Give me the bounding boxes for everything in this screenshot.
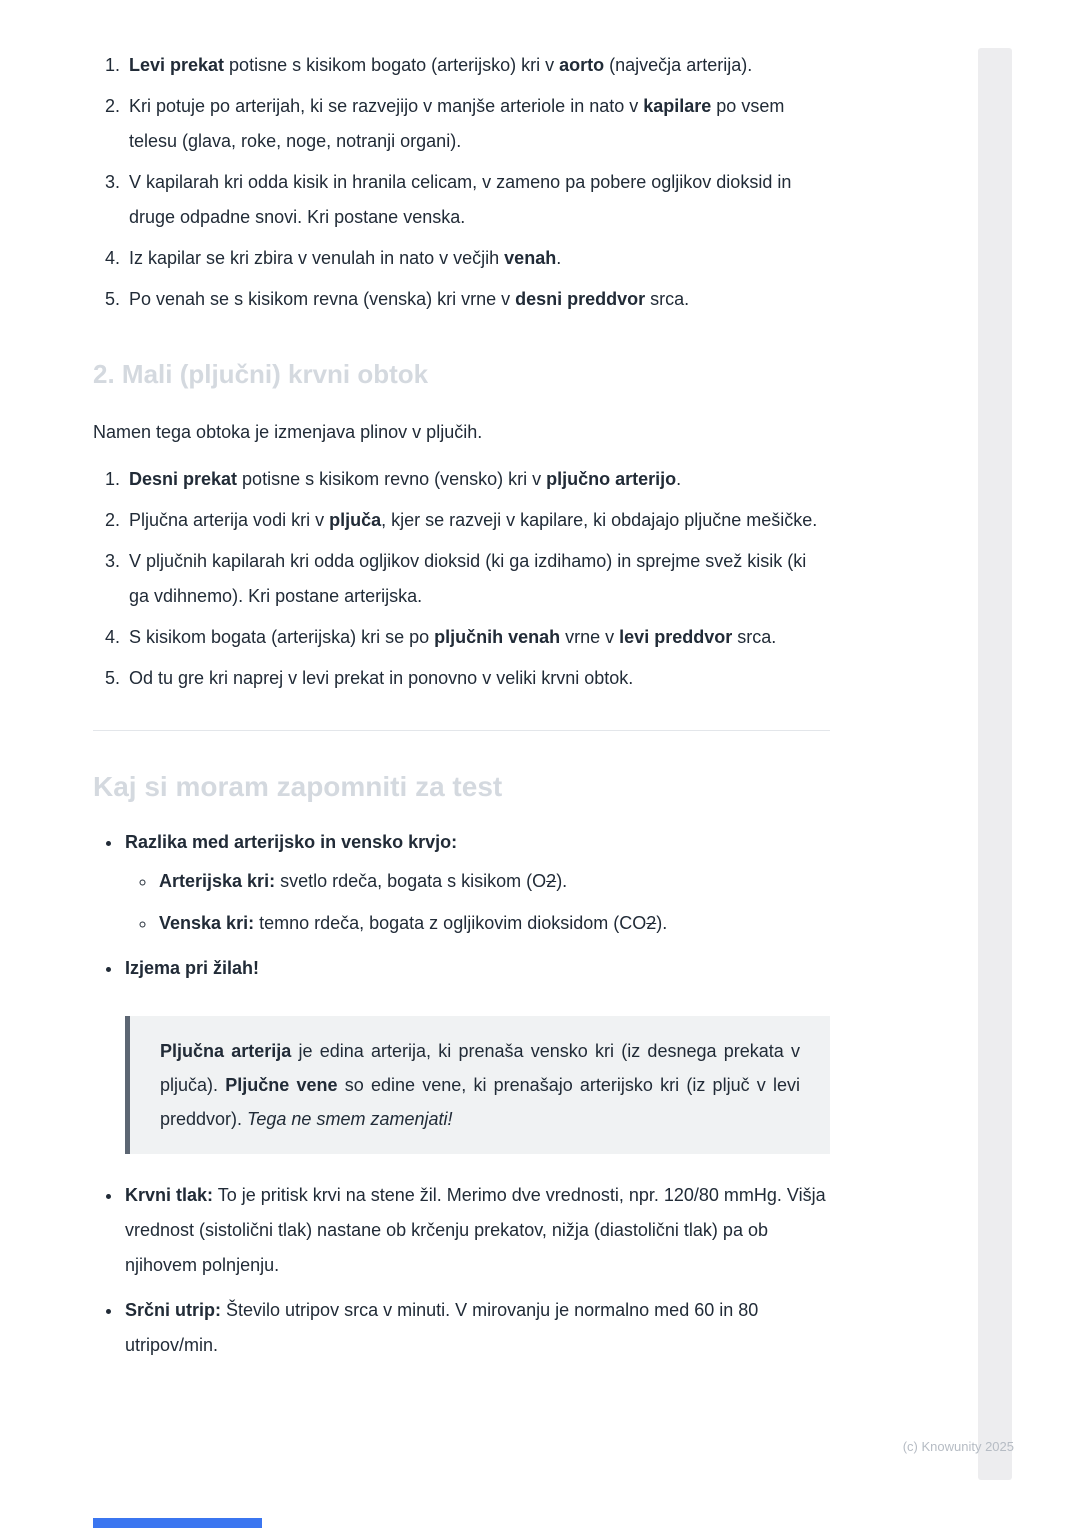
list-item xyxy=(125,544,830,614)
list-item-text: Izjema pri žilah! xyxy=(125,958,260,978)
list-item-text: V kapilarah kri odda kisik in hranila celicam, v zameno pa pobere ogljikov dioksid in druge odpadne snovi. Kri postane venska. xyxy=(129,172,792,227)
list-item-text: Po venah se s kisikom revna (venska) kri vrne v desni preddvor srca. xyxy=(129,289,690,309)
list-item xyxy=(125,282,830,317)
list-item xyxy=(125,89,830,159)
list-item xyxy=(125,48,830,83)
list-item xyxy=(123,825,830,941)
list-item-text: Pljučna arterija vodi kri v pljuča, kjer se razveji v kapilare, ki obdajajo pljučne mešičke. xyxy=(129,510,818,530)
footer-credit: (c) Knowunity 2025 xyxy=(902,1439,1014,1454)
scrollbar-track[interactable] xyxy=(978,48,1012,1480)
list-item xyxy=(125,661,830,696)
list-item-text: Razlika med arterijsko in vensko krvjo: xyxy=(125,832,458,852)
list-item-text: V pljučnih kapilarah kri odda ogljikov dioksid (ki ga izdihamo) in sprejme svež kisik (ki ga vdihnemo). Kri postane arterijska. xyxy=(129,551,807,606)
section-heading-pulmonary-circulation: 2. Mali (pljučni) krvni obtok xyxy=(93,359,429,389)
pulmonary-intro-paragraph: Namen tega obtoka je izmenjava plinov v pljučih. xyxy=(93,422,483,442)
list-item-text: Venska kri: temno rdeča, bogata z ogljikovim dioksidom (CO2). xyxy=(159,913,668,933)
callout-note xyxy=(125,1016,830,1154)
list-item xyxy=(157,864,830,899)
pulmonary-circulation-list xyxy=(93,462,830,696)
list-item-text: Levi prekat potisne s kisikom bogato (arterijsko) kri v aorto (največja arterija). xyxy=(129,55,753,75)
list-item xyxy=(125,165,830,235)
document-content xyxy=(93,48,830,1373)
vitals-notes-list xyxy=(93,1178,830,1363)
list-item-text: Desni prekat potisne s kisikom revno (vensko) kri v pljučno arterijo. xyxy=(129,469,682,489)
list-item-text: Kri potuje po arterijah, ki se razvejijo v manjše arteriole in nato v kapilare po vsem telesu (glava, roke, noge, notranji organi). xyxy=(129,96,785,151)
list-item xyxy=(123,1293,830,1363)
callout-text: Pljučna arterija je edina arterija, ki prenaša vensko kri (iz desnega prekata v pljuča). Pljučne vene so edine vene, ki prenašajo arterijsko kri (iz pljuč v levi preddvor). Tega ne smem zamenjati! xyxy=(160,1041,801,1129)
test-notes-list xyxy=(93,825,830,986)
list-item-text: Iz kapilar se kri zbira v venulah in nato v večjih venah. xyxy=(129,248,562,268)
list-item xyxy=(125,241,830,276)
list-item xyxy=(123,951,830,986)
list-item-text: Arterijska kri: svetlo rdeča, bogata s kisikom (O2). xyxy=(159,871,568,891)
list-item-text: Od tu gre kri naprej v levi prekat in ponovno v veliki krvni obtok. xyxy=(129,668,634,688)
list-item xyxy=(125,503,830,538)
list-item-text: S kisikom bogata (arterijska) kri se po pljučnih venah vrne v levi preddvor srca. xyxy=(129,627,777,647)
list-item-text: Krvni tlak: To je pritisk krvi na stene žil. Merimo dve vrednosti, npr. 120/80 mmHg. Višja vrednost (sistolični tlak) nastane ob krčenju prekatov, nižja (diastolični tlak) pa ob njihovem polnjenju. xyxy=(125,1185,826,1275)
blood-types-sublist xyxy=(125,864,830,941)
section-heading-test-notes: Kaj si moram zapomniti za test xyxy=(93,771,503,802)
bottom-progress-bar xyxy=(93,1518,262,1528)
list-item xyxy=(125,620,830,655)
systemic-circulation-list xyxy=(93,48,830,317)
list-item xyxy=(157,906,830,941)
list-item-text: Srčni utrip: Število utripov srca v minuti. V mirovanju je normalno med 60 in 80 utripov/min. xyxy=(125,1300,759,1355)
list-item xyxy=(123,1178,830,1283)
section-divider xyxy=(93,730,830,731)
list-item xyxy=(125,462,830,497)
